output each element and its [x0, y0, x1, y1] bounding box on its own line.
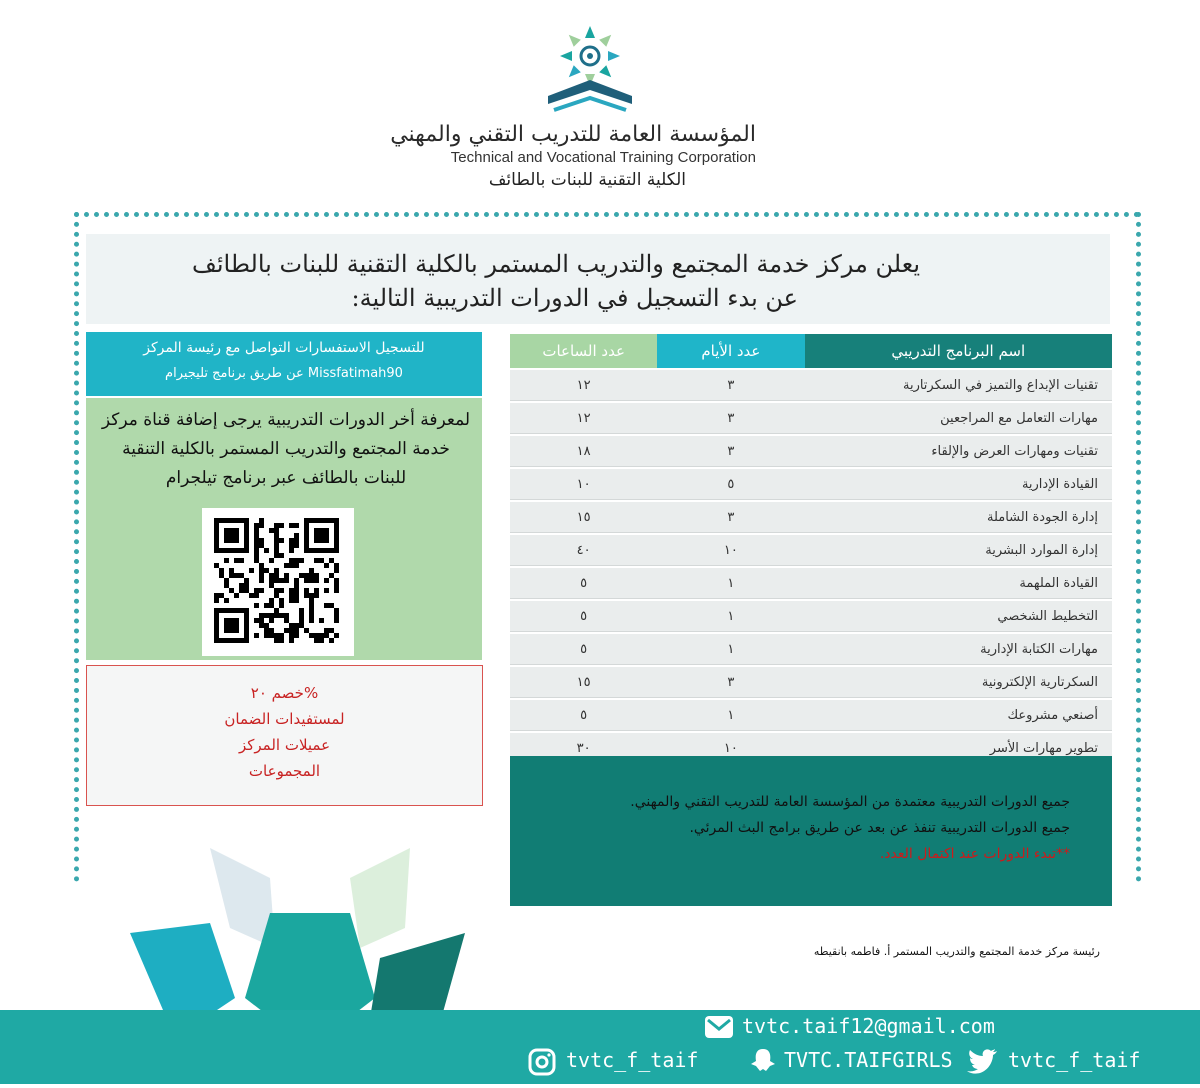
discount-line-1: خصم ٢٠% — [250, 684, 319, 702]
program-days: ١٠ — [657, 535, 804, 566]
qr-code[interactable] — [202, 508, 354, 656]
program-days: ٣ — [657, 502, 804, 533]
contact-line-1: للتسجيل الاستفسارات التواصل مع رئيسة المركز — [143, 340, 425, 356]
program-hours: ٤٠ — [510, 535, 657, 566]
notes-box — [510, 756, 1112, 906]
program-name: أصنعي مشروعك — [805, 700, 1113, 731]
program-days: ١ — [657, 568, 804, 599]
program-name: القيادة الملهمة — [805, 568, 1113, 599]
program-days: ٣ — [657, 403, 804, 434]
tvtc-logo — [540, 18, 640, 118]
note-line-3: **تبدء الدورات عند اكتمال العدد. — [879, 846, 1070, 862]
table-row — [510, 535, 1112, 566]
instagram-icon[interactable] — [528, 1048, 556, 1080]
table-row — [510, 469, 1112, 500]
table-row — [510, 436, 1112, 467]
program-hours: ١٥ — [510, 502, 657, 533]
program-name: مهارات الكتابة الإدارية — [805, 634, 1113, 665]
program-name: مهارات التعامل مع المراجعين — [805, 403, 1113, 434]
telegram-line-1: لمعرفة أخر الدورات التدريبية يرجى إضافة قناة مركز — [101, 410, 471, 430]
program-name: إدارة الجودة الشاملة — [805, 502, 1113, 533]
table-row — [510, 502, 1112, 533]
announcement-line-2: عن بدء التسجيل في الدورات التدريبية التالية: — [351, 284, 798, 312]
instagram-handle[interactable]: tvtc_f_taif — [566, 1048, 699, 1072]
courses-table — [510, 332, 1112, 766]
twitter-handle[interactable]: tvtc_f_taif — [1008, 1048, 1141, 1072]
program-days: ٣ — [657, 436, 804, 467]
program-hours: ١٠ — [510, 469, 657, 500]
program-days: ١ — [657, 700, 804, 731]
table-header-row — [510, 334, 1112, 368]
discount-box — [86, 665, 483, 806]
program-hours: ١٢ — [510, 403, 657, 434]
dotted-frame-top — [74, 212, 1140, 217]
discount-line-4: المجموعات — [248, 762, 321, 780]
table-row — [510, 601, 1112, 632]
contact-line-2: عن طريق برنامج تليجيرام Missfatimah90 — [165, 366, 403, 381]
table-row — [510, 667, 1112, 698]
discount-line-2: لمستفيدات الضمان — [224, 710, 345, 728]
program-days: ١٠ — [657, 733, 804, 764]
program-days: ٣ — [657, 667, 804, 698]
email-address[interactable]: tvtc.taif12@gmail.com — [742, 1014, 995, 1038]
header-hours: عدد الساعات — [510, 334, 657, 368]
announcement-line-1: يعلن مركز خدمة المجتمع والتدريب المستمر بالكلية التقنية للبنات بالطائف — [192, 250, 920, 278]
twitter-icon[interactable] — [966, 1048, 998, 1078]
program-hours: ٥ — [510, 634, 657, 665]
program-days: ٥ — [657, 469, 804, 500]
program-days: ١ — [657, 634, 804, 665]
program-hours: ١٨ — [510, 436, 657, 467]
program-hours: ٥ — [510, 700, 657, 731]
table-row — [510, 634, 1112, 665]
table-row — [510, 403, 1112, 434]
header-days: عدد الأيام — [657, 334, 804, 368]
table-row — [510, 700, 1112, 731]
contact-box — [86, 332, 482, 396]
dotted-frame-right — [1136, 212, 1141, 882]
note-line-1: جميع الدورات التدريبية معتمدة من المؤسسة العامة للتدريب التقني والمهني. — [630, 794, 1070, 810]
program-hours: ١٢ — [510, 370, 657, 401]
program-name: تطوير مهارات الأسر — [805, 733, 1113, 764]
signature-text: رئيسة مركز خدمة المجتمع والتدريب المستمر أ. فاطمه بانقيطه — [813, 945, 1100, 958]
telegram-line-2: خدمة المجتمع والتدريب المستمر بالكلية التنقية — [122, 439, 450, 459]
program-days: ٣ — [657, 370, 804, 401]
program-hours: ٣٠ — [510, 733, 657, 764]
org-name-english: Technical and Vocational Training Corporation — [450, 149, 756, 166]
table-row — [510, 370, 1112, 401]
snapchat-handle[interactable]: TVTC.TAIFGIRLS — [784, 1048, 953, 1072]
program-name: تقنيات الإبداع والتميز في السكرتارية — [805, 370, 1113, 401]
program-days: ١ — [657, 601, 804, 632]
program-hours: ١٥ — [510, 667, 657, 698]
dotted-frame-left — [74, 212, 79, 882]
note-line-2: جميع الدورات التدريبية تنفذ عن بعد عن طريق برامج البث المرئي. — [689, 820, 1070, 836]
program-name: إدارة الموارد البشرية — [805, 535, 1113, 566]
social-band — [0, 1010, 1200, 1084]
discount-line-3: عميلات المركز — [238, 736, 331, 754]
program-name: القيادة الإدارية — [805, 469, 1113, 500]
telegram-line-3: للبنات بالطائف عبر برنامج تيلجرام — [165, 468, 407, 488]
program-name: السكرتارية الإلكترونية — [805, 667, 1113, 698]
org-name-arabic: المؤسسة العامة للتدريب التقني والمهني — [390, 122, 756, 147]
email-icon[interactable] — [704, 1015, 734, 1043]
header-program-name: اسم البرنامج التدريبي — [805, 334, 1113, 368]
program-name: تقنيات ومهارات العرض والإلقاء — [805, 436, 1113, 467]
program-hours: ٥ — [510, 568, 657, 599]
snapchat-icon[interactable] — [748, 1046, 778, 1080]
table-row — [510, 568, 1112, 599]
college-name: الكلية التقنية للبنات بالطائف — [488, 170, 686, 190]
program-name: التخطيط الشخصي — [805, 601, 1113, 632]
program-hours: ٥ — [510, 601, 657, 632]
